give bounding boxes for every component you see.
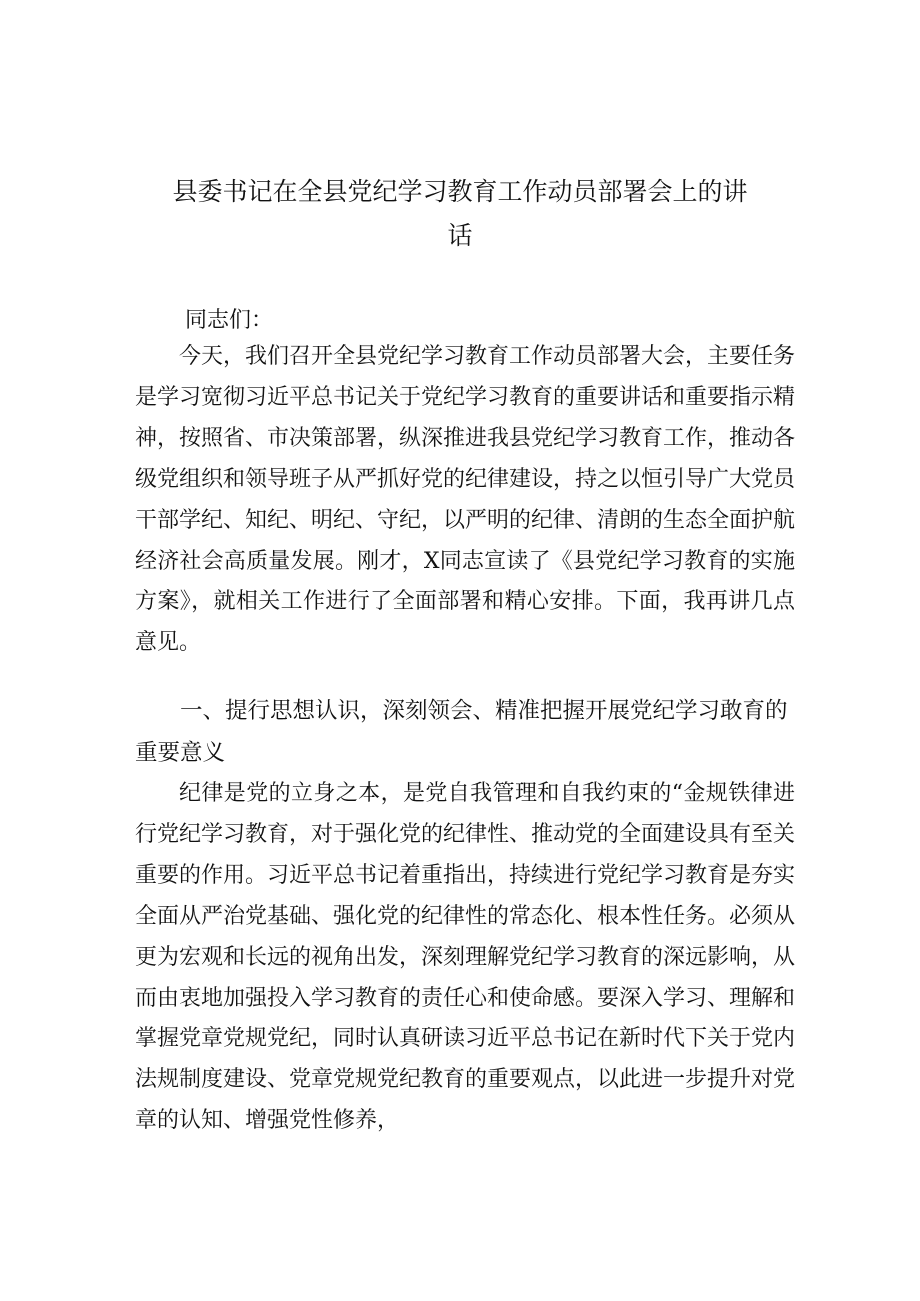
title-line-1: 县委书记在全县党纪学习教育工作动员部署会上的讲 [172,177,748,206]
paragraph-section-1: 纪律是党的立身之本，是党自我管理和自我约束的“金规铁律进行党纪学习教育，对于强化党的纪律性、推动党的全面建设具有至关重要的作用。习近平总书记着重指出，持续进行党纪学习教育是夯实全面从严治党基础、强化党的纪律性的常态化、根本性任务。必须从更为宏观和长远的视角出发，深刻理解党纪学习教育的深远影响，从而由衷地加强投入学习教育的责任心和使命感。要深入学习、理解和掌握党章党规党纪，同时认真研读习近平总书记在新时代下关于党内法规制度建设、党章党规党纪教育的重要观点，以此进一步提升对党章的认知、增强党性修养， [135,781,796,1134]
paragraph-opening: 今天，我们召开全县党纪学习教育工作动员部署大会，主要任务是学习宽彻习近平总书记关于党纪学习教育的重要讲话和重要指示精神，按照省、市决策部署，纵深推进我县党纪学习教育工作，推动各级党组织和领导班子从严抓好党的纪律建设，持之以恒引导广大党员干部学纪、知纪、明纪、守纪，以严明的纪律、清朗的生态全面护航经济社会高质量发展。刚才，X同志宣读了《县党纪学习教育的实施方案》，就相关工作进行了全面部署和精心安排。下面，我再讲几点意见。 [135,344,796,656]
salutation: 同志们： [185,308,274,333]
title-line-2: 话 [447,221,473,250]
document-title [135,170,785,258]
section-heading-1: 一、提行思想认识，深刻领会、精准把握开展党纪学习敢育的重要意义 [135,698,788,766]
